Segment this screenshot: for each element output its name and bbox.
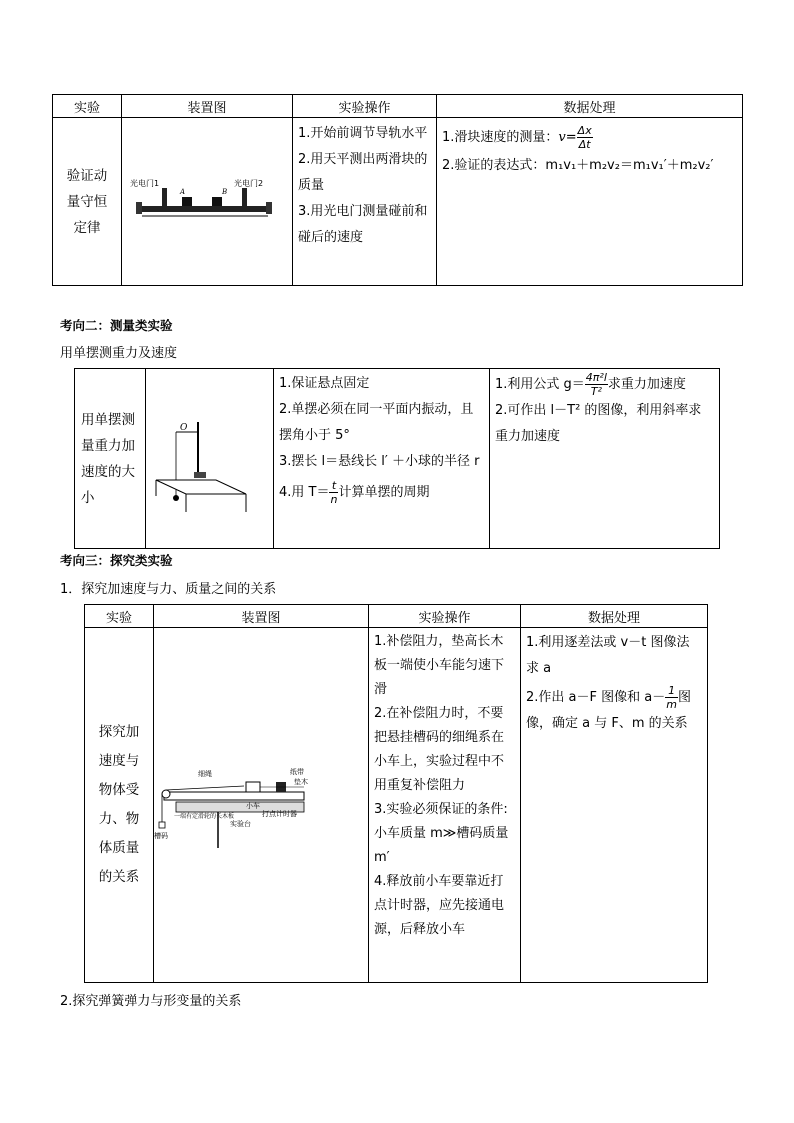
- header-apparatus: 装置图: [122, 95, 293, 118]
- op-item: 4.释放前小车要靠近打点计时器，应先接通电源，后释放小车: [374, 874, 505, 937]
- data-item-1: 1.滑块速度的测量：v= $\frac{\Delta x}{\Delta t}$: [442, 124, 592, 151]
- operations-cell: [369, 628, 521, 983]
- apparatus-figure: [122, 118, 293, 286]
- experiment-name: 验证动量守恒定律: [53, 118, 122, 286]
- svg-text:一端有定滑轮的长木板: 一端有定滑轮的长木板: [174, 813, 235, 820]
- data-item-1: 1.利用公式 g＝ $\frac{\text{4π²l}}{\text{T²}}$ 求重力加速度: [495, 371, 686, 398]
- data-item-1: 1.利用逐差法或 v－t 图像法求 a: [526, 635, 690, 676]
- op-item: 2.在补偿阻力时，不要把悬挂槽码的细绳系在小车上，实验过程中不用重复补偿阻力: [374, 706, 505, 793]
- cart-track-figure: [154, 760, 324, 850]
- op-item: 3.摆长 l＝悬线长 l′ ＋小球的半径 r: [279, 454, 480, 469]
- svg-text:实验台: 实验台: [230, 820, 251, 828]
- section-item-1: 1．探究加速度与力、质量之间的关系: [60, 582, 277, 597]
- data-item-2: 2.可作出 l－T² 的图像，利用斜率求重力加速度: [495, 403, 702, 444]
- data-cell: [437, 118, 743, 286]
- header-data: 数据处理: [521, 605, 708, 628]
- header-data: 数据处理: [437, 95, 743, 118]
- section-title: 考向二：测量类实验: [60, 318, 173, 333]
- section-subtitle: 用单摆测重力及速度: [60, 346, 178, 361]
- header-experiment: 实验: [85, 605, 154, 628]
- operations-cell: [293, 118, 437, 286]
- table-header-row: [85, 605, 708, 628]
- op-item: 2.用天平测出两滑块的质量: [298, 152, 428, 193]
- table-row: [75, 369, 720, 549]
- svg-text:O: O: [180, 422, 188, 433]
- operations-cell: [274, 369, 490, 549]
- section-title: 考向三：探究类实验: [60, 553, 173, 568]
- table-momentum: [52, 94, 743, 286]
- experiment-name: 用单摆测量重力加速度的大小: [75, 369, 146, 549]
- header-operation: 实验操作: [369, 605, 521, 628]
- svg-text:A: A: [180, 187, 186, 196]
- table-header-row: [53, 95, 743, 118]
- op-item: 2.单摆必须在同一平面内振动，且摆角小于 5°: [279, 402, 474, 443]
- data-item-2: 2.验证的表达式：m₁v₁＋m₂v₂＝m₁v₁′＋m₂v₂′: [442, 158, 714, 173]
- header-operation: 实验操作: [293, 95, 437, 118]
- svg-text:光电门1: 光电门1: [130, 178, 160, 188]
- table-pendulum: [74, 368, 720, 549]
- apparatus-figure: [154, 628, 369, 983]
- data-cell: [490, 369, 720, 549]
- table-row: [85, 628, 708, 983]
- svg-text:纸带: 纸带: [290, 768, 304, 776]
- svg-text:细绳: 细绳: [198, 770, 212, 778]
- experiment-name: 探究加速度与物体受力、物体质量的关系: [85, 628, 154, 983]
- table-row: [53, 118, 743, 286]
- svg-text:小车: 小车: [246, 802, 260, 810]
- op-item: 1.补偿阻力，垫高长木板一端使小车能匀速下滑: [374, 634, 505, 697]
- svg-text:打点计时器: 打点计时器: [262, 810, 297, 818]
- air-track-figure: [122, 172, 282, 232]
- svg-text:垫木: 垫木: [294, 778, 308, 786]
- table-acceleration: [84, 604, 708, 983]
- svg-text:B: B: [222, 187, 228, 196]
- svg-text:光电门2: 光电门2: [234, 178, 264, 188]
- data-item-2: 2.作出 a－F 图像和 a－ $\frac{1}{m}$ 图像，确定 a 与 F、m 的关系: [526, 684, 691, 731]
- op-item-4: 4.用 T＝ $\frac{t}{n}$ 计算单摆的周期: [279, 479, 430, 506]
- op-item: 3.实验必须保证的条件:小车质量 m≫槽码质量 m′: [374, 802, 509, 865]
- op-item: 1.开始前调节导轨水平: [298, 126, 428, 141]
- header-experiment: 实验: [53, 95, 122, 118]
- section-item-2: 2.探究弹簧弹力与形变量的关系: [60, 994, 242, 1009]
- pendulum-figure: [146, 404, 256, 514]
- header-apparatus: 装置图: [154, 605, 369, 628]
- apparatus-figure: [146, 369, 274, 549]
- op-item: 1.保证悬点固定: [279, 376, 370, 391]
- op-item: 3.用光电门测量碰前和碰后的速度: [298, 204, 428, 245]
- svg-text:槽码: 槽码: [154, 832, 168, 840]
- data-cell: [521, 628, 708, 983]
